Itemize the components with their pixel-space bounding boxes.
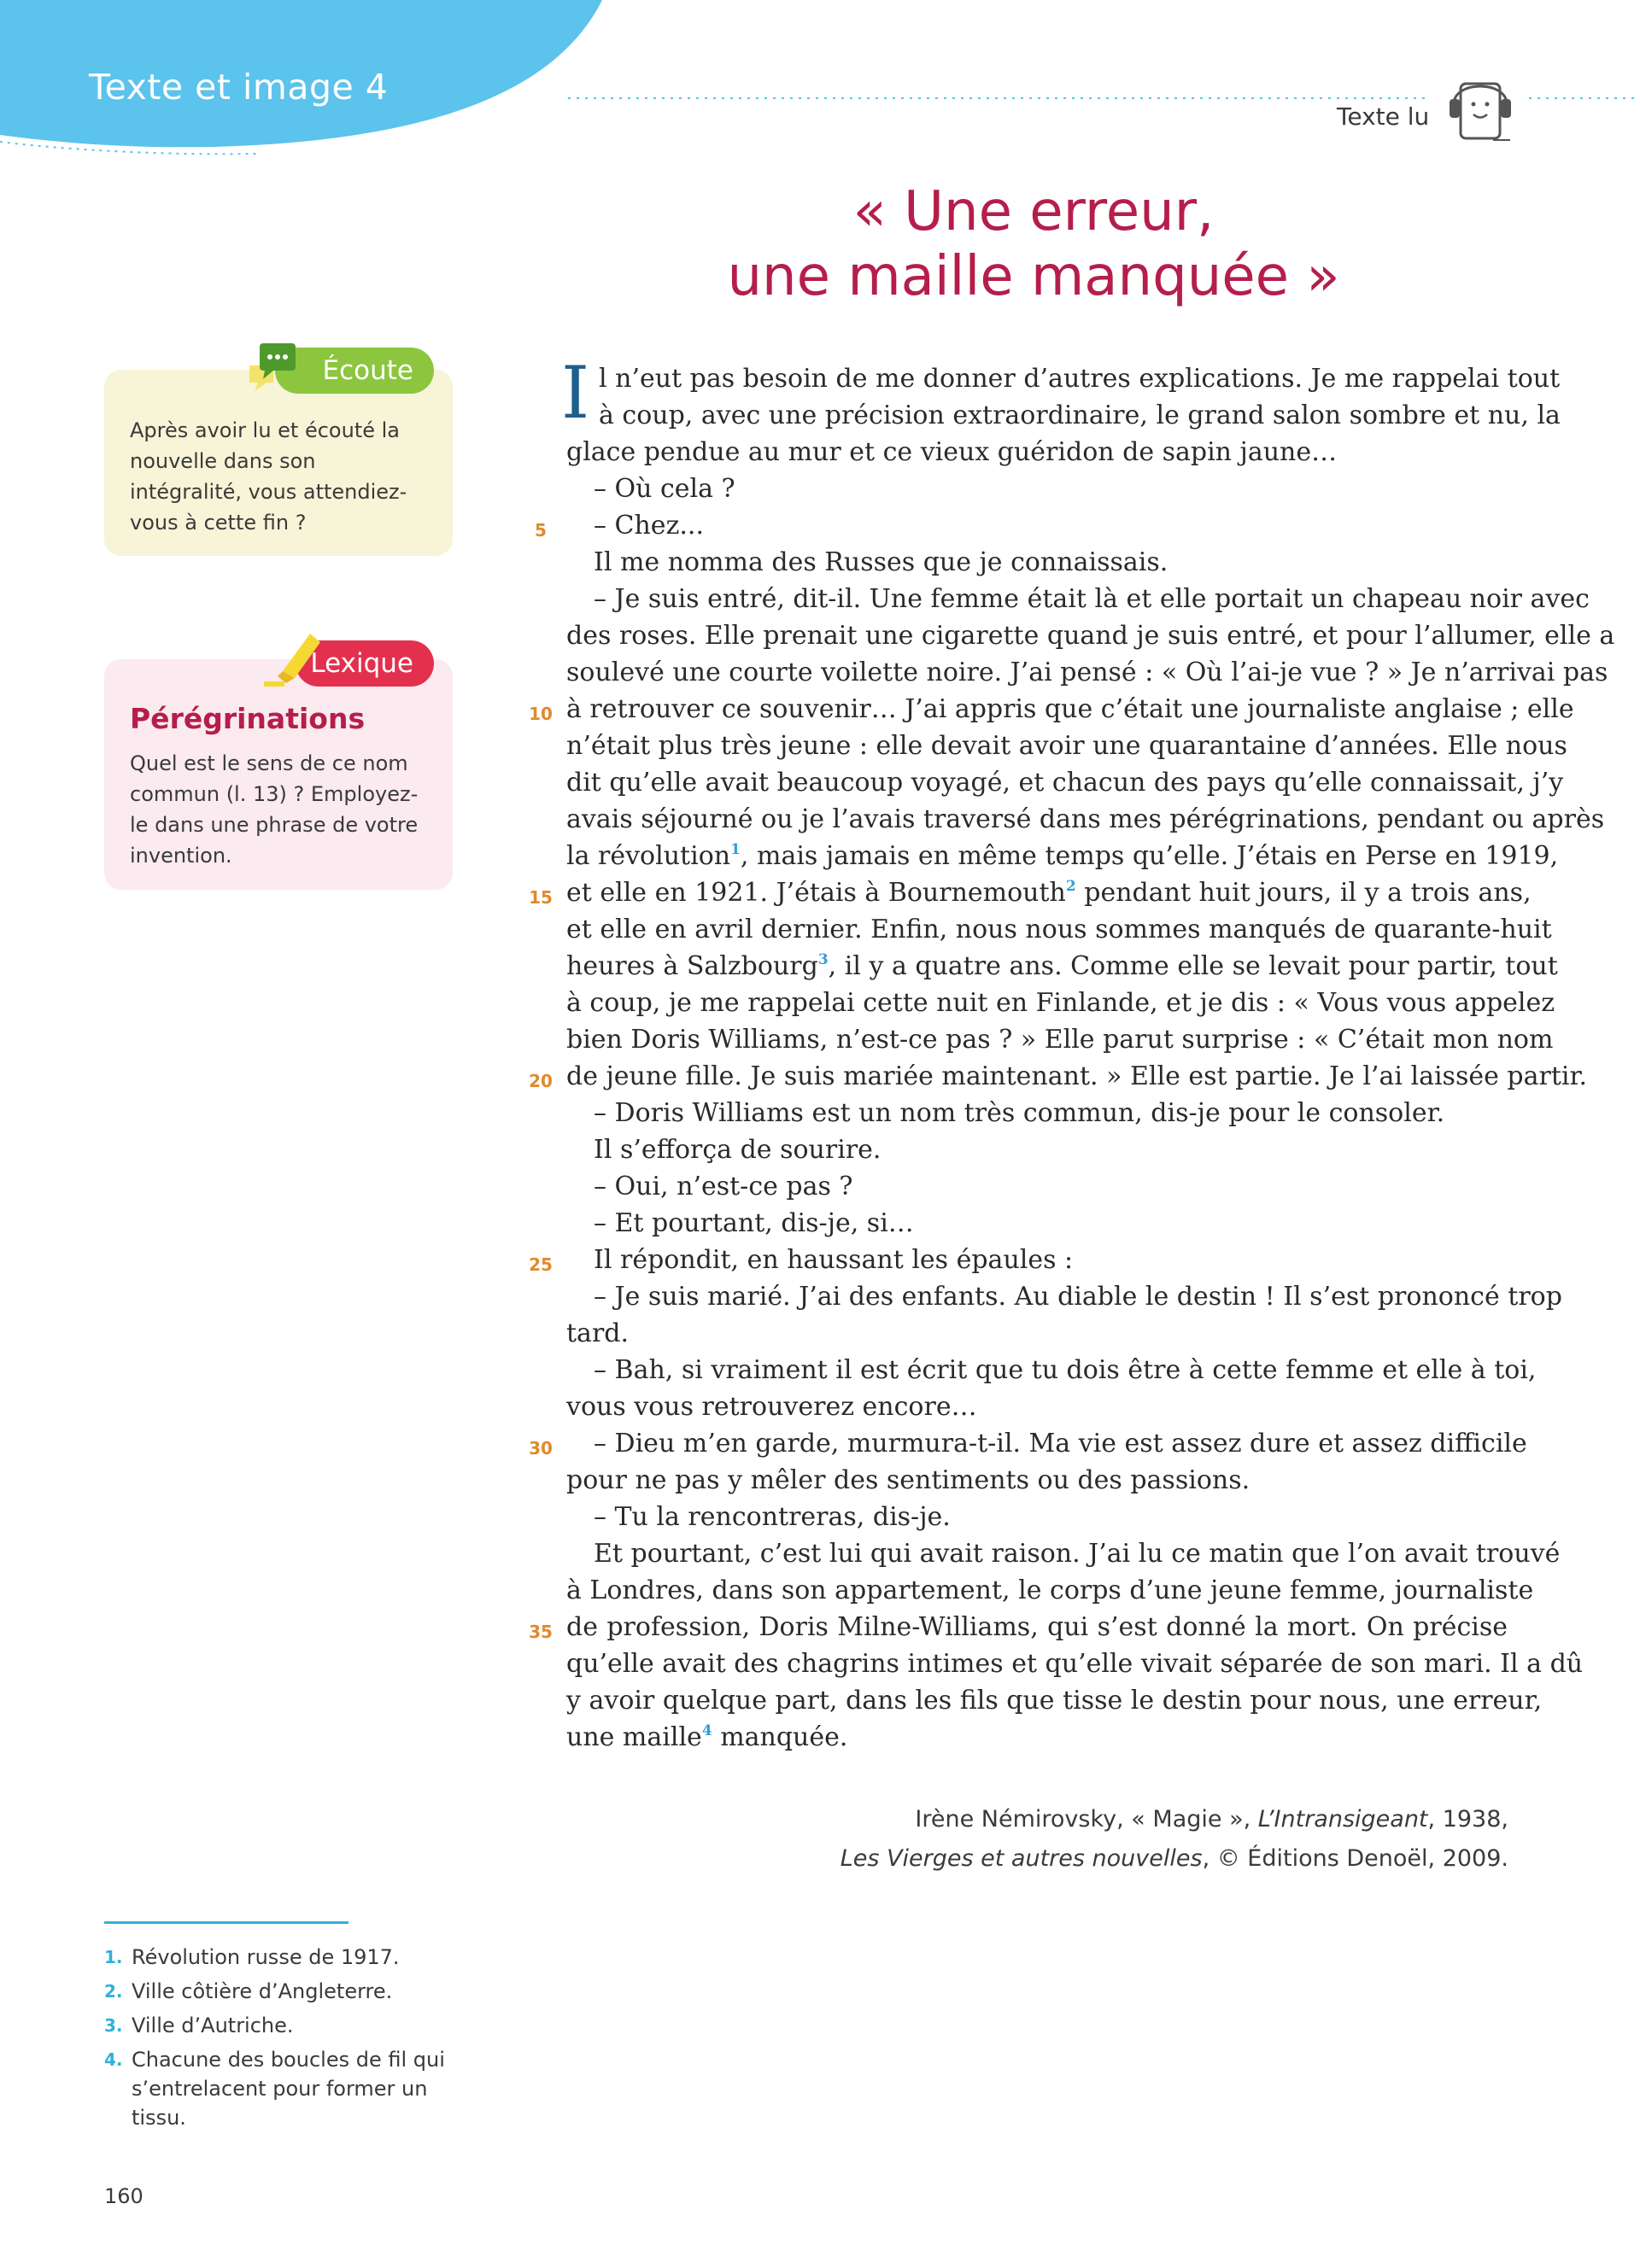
footnote-mark-1[interactable]: 1 bbox=[730, 841, 741, 858]
footnote-number: 4. bbox=[104, 2049, 123, 2070]
text-segment: une maille bbox=[566, 1722, 702, 1752]
text-line: à coup, je me rappelai cette nuit en Finlande, et je dis : « Vous vous appelez bbox=[566, 988, 1555, 1018]
lexique-tag: Lexique bbox=[296, 640, 434, 687]
text-line: à retrouver ce souvenir… J’ai appris que c’était une journaliste anglaise ; elle bbox=[566, 694, 1574, 724]
text-line bbox=[566, 874, 1532, 911]
footnote-divider bbox=[104, 1921, 348, 1924]
line-number: 25 bbox=[529, 1254, 553, 1275]
text-line: vous vous retrouverez encore… bbox=[566, 1392, 977, 1422]
lexique-question: Quel est le sens de ce nom commun (l. 13) ? Employez-le dans une phrase de votre invention. bbox=[130, 751, 419, 868]
text-line: bien Doris Williams, n’est-ce pas ? » Elle parut surprise : « C’était mon nom bbox=[566, 1025, 1554, 1055]
text-segment: , mais jamais en même temps qu’elle. J’étais en Perse en 1919, bbox=[740, 841, 1559, 871]
line-number: 15 bbox=[529, 887, 553, 908]
text-line: Et pourtant, c’est lui qui avait raison. J’ai lu ce matin que l’on avait trouvé bbox=[594, 1539, 1561, 1569]
text-line: pour ne pas y mêler des sentiments ou des passions. bbox=[566, 1465, 1250, 1495]
footnote-text: Ville côtière d’Angleterre. bbox=[132, 1979, 393, 2003]
text-segment: pendant huit jours, il y a trois ans, bbox=[1075, 878, 1532, 908]
text-line: Il répondit, en haussant les épaules : bbox=[594, 1245, 1074, 1275]
section-title: Texte et image 4 bbox=[89, 67, 389, 108]
footnote-item bbox=[104, 2045, 446, 2132]
text-line: dit qu’elle avait beaucoup voyagé, et chacun des pays qu’elle connaissait, j’y bbox=[566, 768, 1564, 798]
footnote-number: 2. bbox=[104, 1981, 123, 2002]
text-line bbox=[566, 948, 1558, 985]
text-line: l n’eut pas besoin de me donner d’autres explications. Je me rappelai tout bbox=[599, 364, 1561, 394]
title-line-2: une maille manquée » bbox=[727, 245, 1340, 308]
page-title bbox=[530, 179, 1538, 309]
text-line: à coup, avec une précision extraordinaire, le grand salon sombre et nu, la bbox=[599, 400, 1561, 430]
source-line-1 bbox=[769, 1800, 1508, 1839]
line-number: 35 bbox=[529, 1622, 553, 1642]
source-author: Irène Némirovsky, « Magie », bbox=[915, 1806, 1258, 1833]
footnote-text: Chacune des boucles de fil qui s’entrelacent pour former un tissu. bbox=[132, 2048, 445, 2130]
text-segment: manquée. bbox=[712, 1722, 848, 1752]
footnote-number: 1. bbox=[104, 1947, 123, 1967]
text-line: à Londres, dans son appartement, le corps d’une jeune femme, journaliste bbox=[566, 1575, 1534, 1605]
source-citation bbox=[769, 1800, 1508, 1879]
text-line: – Bah, si vraiment il est écrit que tu dois être à cette femme et elle à toi, bbox=[594, 1355, 1537, 1385]
source-line-2 bbox=[769, 1839, 1508, 1879]
text-line: avais séjourné ou je l’avais traversé dans mes pérégrinations, pendant ou après bbox=[566, 804, 1605, 834]
title-line-1: « Une erreur, bbox=[852, 180, 1215, 243]
ecoute-tag: Écoute bbox=[275, 348, 434, 394]
text-segment: la révolution bbox=[566, 841, 731, 871]
footnote-mark-2[interactable]: 2 bbox=[1065, 878, 1076, 895]
text-line: – Chez... bbox=[594, 511, 704, 541]
source-year: , 1938, bbox=[1427, 1806, 1508, 1833]
text-line: y avoir quelque part, dans les fils que tisse le destin pour nous, une erreur, bbox=[566, 1686, 1543, 1716]
text-line: – Dieu m’en garde, murmura-t-il. Ma vie est assez dure et assez difficile bbox=[594, 1429, 1527, 1458]
footnote-item bbox=[104, 1943, 446, 1972]
footnote-text: Ville d’Autriche. bbox=[132, 2014, 294, 2037]
source-book: Les Vierges et autres nouvelles bbox=[840, 1845, 1203, 1872]
text-line: des roses. Elle prenait une cigarette quand je suis entré, et pour l’allumer, elle a bbox=[566, 621, 1615, 651]
text-line: soulevé une courte voilette noire. J’ai pensé : « Où l’ai-je vue ? » Je n’arrivai pas bbox=[566, 658, 1608, 687]
text-line: tard. bbox=[566, 1318, 630, 1348]
text-line: – Je suis marié. J’ai des enfants. Au diable le destin ! Il s’est prononcé trop bbox=[594, 1282, 1562, 1312]
text-line: – Je suis entré, dit-il. Une femme était là et elle portait un chapeau noir avec bbox=[594, 584, 1590, 614]
footnote-item bbox=[104, 1977, 446, 2006]
source-publisher: , © Éditions Denoël, 2009. bbox=[1202, 1845, 1508, 1872]
text-line: de profession, Doris Milne-Williams, qui s’est donné la mort. On précise bbox=[566, 1612, 1508, 1642]
highlighter-icon bbox=[261, 622, 322, 690]
headphone-face-icon[interactable] bbox=[1442, 68, 1519, 145]
line-number: 5 bbox=[535, 520, 547, 541]
texte-lu-label: Texte lu bbox=[1337, 102, 1430, 131]
source-journal: L’Intransigeant bbox=[1257, 1806, 1428, 1833]
speech-bubble-icon bbox=[246, 340, 299, 393]
text-segment: heures à Salzbourg bbox=[566, 951, 818, 981]
footnote-text: Révolution russe de 1917. bbox=[132, 1945, 400, 1969]
line-number: 10 bbox=[529, 704, 553, 724]
line-number: 30 bbox=[529, 1438, 553, 1458]
drop-cap: I bbox=[561, 351, 590, 435]
text-line: n’était plus très jeune : elle devait avoir une quarantaine d’années. Elle nous bbox=[566, 731, 1567, 761]
footnote-item bbox=[104, 2011, 446, 2040]
ecoute-question: Après avoir lu et écouté la nouvelle dans son intégralité, vous attendiez-vous à cette fin ? bbox=[130, 418, 407, 535]
text-line: qu’elle avait des chagrins intimes et qu’elle vivait séparée de son mari. Il a dû bbox=[566, 1649, 1584, 1679]
text-line: – Oui, n’est-ce pas ? bbox=[594, 1172, 853, 1201]
story-text bbox=[566, 360, 1615, 1756]
footnote-mark-3[interactable]: 3 bbox=[817, 951, 829, 968]
text-line bbox=[566, 1719, 1508, 1756]
text-line bbox=[566, 838, 1559, 874]
text-line: Il me nomma des Russes que je connaissais. bbox=[594, 547, 1168, 577]
footnotes bbox=[104, 1943, 446, 2137]
text-line: – Tu la rencontreras, dis-je. bbox=[594, 1502, 951, 1532]
line-number: 20 bbox=[529, 1071, 553, 1091]
text-line: Il s’efforça de sourire. bbox=[594, 1135, 882, 1165]
text-line: – Et pourtant, dis-je, si… bbox=[594, 1208, 914, 1238]
text-line: de jeune fille. Je suis mariée maintenant. » Elle est partie. Je l’ai laissée partir. bbox=[566, 1061, 1588, 1091]
page-number: 160 bbox=[104, 2184, 144, 2208]
text-line: – Doris Williams est un nom très commun, dis-je pour le consoler. bbox=[594, 1098, 1445, 1128]
text-segment: et elle en 1921. J’étais à Bournemouth bbox=[566, 878, 1066, 908]
lexique-heading: Pérégrinations bbox=[130, 702, 366, 735]
text-line: et elle en avril dernier. Enfin, nous nous sommes manqués de quarante-huit bbox=[566, 915, 1552, 944]
text-line: – Où cela ? bbox=[594, 474, 735, 504]
text-segment: , il y a quatre ans. Comme elle se levait pour partir, tout bbox=[828, 951, 1558, 981]
text-line: glace pendue au mur et ce vieux guéridon de sapin jaune… bbox=[566, 437, 1338, 467]
footnote-mark-4[interactable]: 4 bbox=[701, 1722, 712, 1739]
footnote-number: 3. bbox=[104, 2015, 123, 2036]
